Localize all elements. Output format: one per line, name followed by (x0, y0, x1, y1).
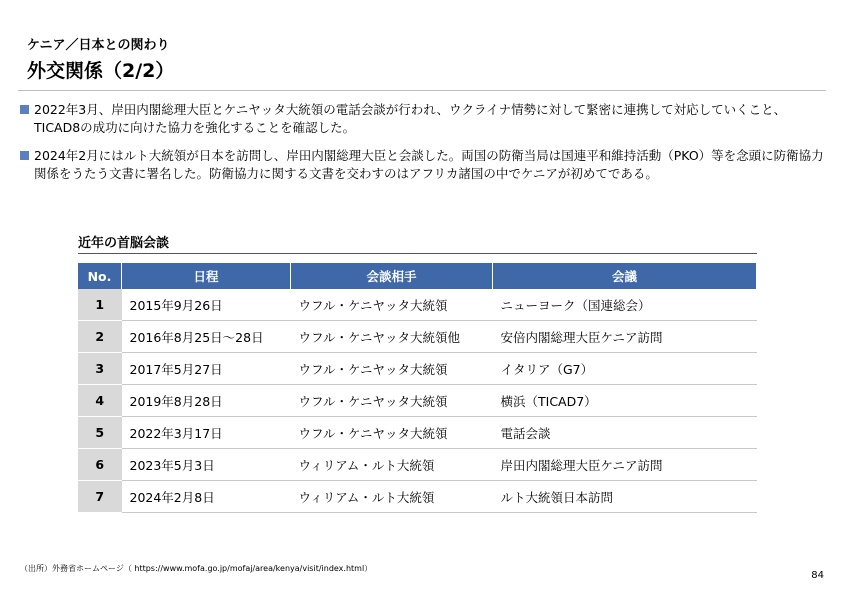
table-row (78, 481, 757, 513)
row-partner: ウィリアム・ルト大統領 (291, 481, 493, 513)
row-date: 2015年9月26日 (122, 289, 291, 321)
header-meeting: 会議 (493, 263, 757, 289)
bullet-item (20, 147, 825, 183)
table-caption: 近年の首脳会談 (78, 236, 170, 251)
section-subtitle: ケニア／日本との関わり (27, 38, 170, 53)
page-number: 84 (811, 570, 824, 581)
caption-underline (78, 253, 757, 254)
row-meeting: イタリア（G7） (493, 353, 757, 385)
header-partner: 会談相手 (291, 263, 493, 289)
row-meeting: ニューヨーク（国連総会） (493, 289, 757, 321)
table-row (78, 449, 757, 481)
table-row (78, 417, 757, 449)
row-no: 2 (78, 321, 122, 353)
row-date: 2023年5月3日 (122, 449, 291, 481)
row-date: 2024年2月8日 (122, 481, 291, 513)
bullet-item (20, 101, 825, 137)
row-meeting: 電話会談 (493, 417, 757, 449)
header-no: No. (78, 263, 122, 289)
row-partner: ウフル・ケニヤッタ大統領 (291, 289, 493, 321)
row-no: 4 (78, 385, 122, 417)
table-row (78, 385, 757, 417)
row-partner: ウフル・ケニヤッタ大統領 (291, 417, 493, 449)
header-date: 日程 (122, 263, 291, 289)
source-note: （出所）外務省ホームページ（ https://www.mofa.go.jp/mofaj/area/kenya/visit/index.html） (20, 564, 373, 573)
row-no: 6 (78, 449, 122, 481)
row-no: 5 (78, 417, 122, 449)
table-row (78, 289, 757, 321)
row-date: 2016年8月25日～28日 (122, 321, 291, 353)
bullet-square-icon (20, 105, 29, 114)
row-meeting: 安倍内閣総理大臣ケニア訪問 (493, 321, 757, 353)
row-partner: ウフル・ケニヤッタ大統領他 (291, 321, 493, 353)
row-date: 2017年5月27日 (122, 353, 291, 385)
row-partner: ウィリアム・ルト大統領 (291, 449, 493, 481)
row-no: 7 (78, 481, 122, 513)
bullet-text: 2024年2月にはルト大統領が日本を訪問し、岸田内閣総理大臣と会談した。両国の防衛当局は国連平和維持活動（PKO）等を念頭に防衛協力関係をうたう文書に署名した。防衛協力に関する文書を交わすのはアフリカ諸国の中でケニアが初めてである。 (34, 148, 824, 181)
row-meeting: 横浜（TICAD7） (493, 385, 757, 417)
bullet-square-icon (20, 151, 29, 160)
row-meeting: ルト大統領日本訪問 (493, 481, 757, 513)
row-partner: ウフル・ケニヤッタ大統領 (291, 385, 493, 417)
divider (18, 90, 826, 91)
summit-table (78, 263, 757, 513)
bullet-text: 2022年3月、岸田内閣総理大臣とケニヤッタ大統領の電話会談が行われ、ウクライナ情勢に対して緊密に連携して対応していくこと、TICAD8の成功に向けた協力を強化することを確認した。 (34, 102, 787, 135)
row-no: 1 (78, 289, 122, 321)
row-date: 2022年3月17日 (122, 417, 291, 449)
row-meeting: 岸田内閣総理大臣ケニア訪問 (493, 449, 757, 481)
page-title: 外交関係（2/2） (27, 60, 175, 82)
table-row (78, 353, 757, 385)
row-partner: ウフル・ケニヤッタ大統領 (291, 353, 493, 385)
table-row (78, 321, 757, 353)
row-no: 3 (78, 353, 122, 385)
row-date: 2019年8月28日 (122, 385, 291, 417)
